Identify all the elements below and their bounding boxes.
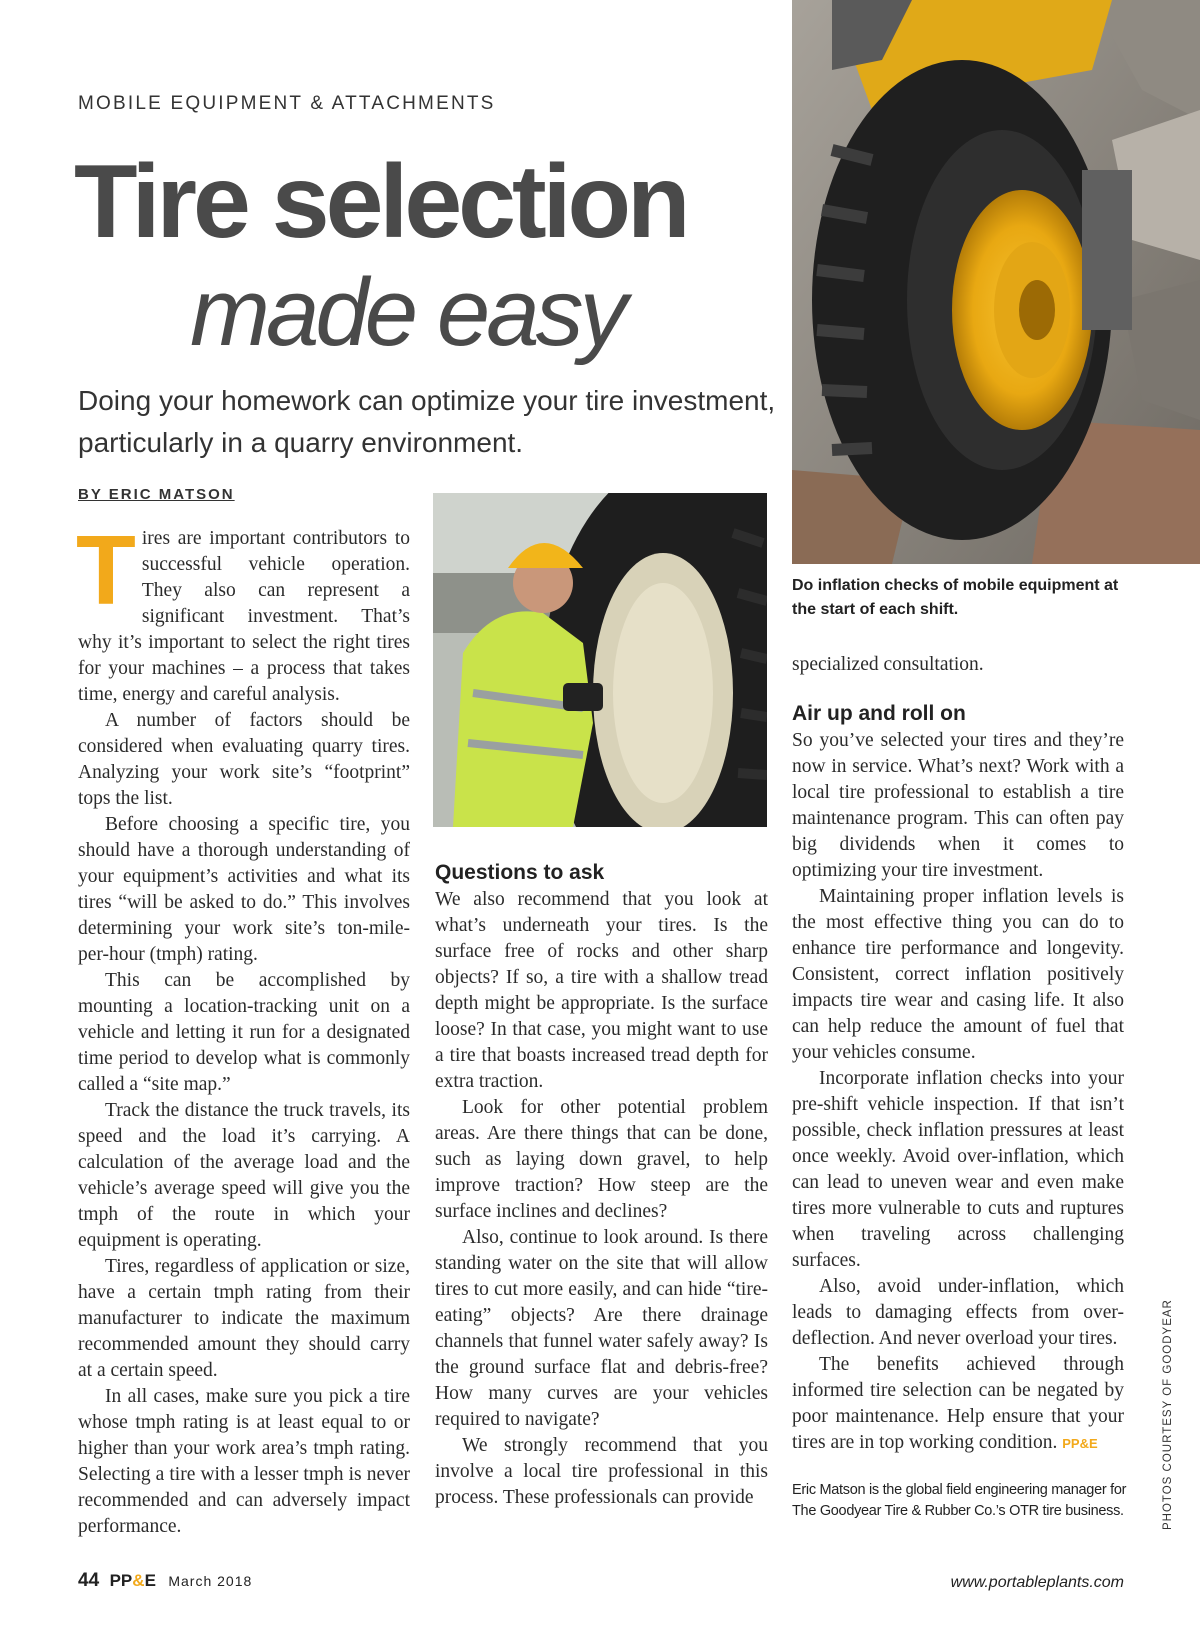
paragraph: ires are important contributors to successful vehicle operation. They also can represent a significant investment. That’s why it’s important to select the right tires for your machines – a process that takes time, energy and careful analysis. bbox=[78, 528, 410, 705]
byline: BY ERIC MATSON bbox=[78, 486, 235, 503]
article-column-3 bbox=[792, 652, 1124, 1457]
magazine-logo-e: E bbox=[144, 1571, 156, 1590]
paragraph bbox=[792, 1352, 1124, 1457]
subheading-air-up: Air up and roll on bbox=[792, 702, 966, 725]
paragraph-text: The benefits achieved through informed tire selection can be negated by poor maintenance. Help ensure that your tires are in top working condition. bbox=[792, 1354, 1124, 1453]
author-bio: Eric Matson is the global field engineering manager for The Goodyear Tire & Rubber Co.’s OTR tire business. bbox=[792, 1482, 1127, 1519]
subheading-questions: Questions to ask bbox=[435, 861, 605, 884]
section-label: MOBILE EQUIPMENT & ATTACHMENTS bbox=[78, 93, 496, 114]
loader-tire-illustration bbox=[792, 0, 1200, 564]
paragraph: Incorporate inflation checks into your pre-shift vehicle inspection. If that isn’t possible, check inflation pressures at least once weekly. Avoid over-inflation, which can lead to uneven wear and even make tires more vulnerable to cuts and ruptures when traveling across challenging surfaces. bbox=[792, 1068, 1124, 1271]
paragraph: Also, continue to look around. Is there standing water on the site that will allow tires to cut more easily, and can hide “tire-eating” objects? Are there drainage channels that funnel water safely away? Is the ground surface flat and debris-free? How many curves are your vehicles required to navigate? bbox=[435, 1227, 768, 1430]
photo-caption: Do inflation checks of mobile equipment at the start of each shift. bbox=[792, 577, 1119, 618]
issue-date: March 2018 bbox=[168, 1573, 253, 1589]
paragraph: Before choosing a specific tire, you should have a thorough understanding of your equipment’s activities and what its tires “will be asked to do.” This involves determining your work site’s ton-mile-per-hour (tmph) rating. bbox=[78, 814, 410, 965]
article-column-2 bbox=[435, 859, 768, 1511]
end-mark: PP&E bbox=[1062, 1436, 1098, 1451]
paragraph: Look for other potential problem areas. Are there things that can be done, such as laying down gravel, to help improve traction? How steep are the surface inclines and declines? bbox=[435, 1097, 768, 1222]
paragraph: Tires, regardless of application or size, have a certain tmph rating from their manufacturer to indicate the maximum recommended amount they should carry at a certain speed. bbox=[78, 1256, 410, 1381]
magazine-logo-amp: & bbox=[132, 1571, 145, 1590]
paragraph: This can be accomplished by mounting a location-tracking unit on a vehicle and letting it run for a designated time period to develop what is commonly called a “site map.” bbox=[78, 970, 410, 1095]
deck-subtitle: Doing your homework can optimize your tire investment, particularly in a quarry environment. bbox=[78, 385, 776, 458]
page-number: 44 bbox=[78, 1570, 100, 1591]
continuation-text: specialized consultation. bbox=[792, 654, 984, 675]
paragraph: So you’ve selected your tires and they’re now in service. What’s next? Work with a local tire professional to establish a tire maintenance program. This can often pay big dividends when it comes to optimizing your tire investment. bbox=[792, 730, 1124, 881]
paragraph: In all cases, make sure you pick a tire whose tmph rating is at least equal to or higher than your work area’s tmph rating. Selecting a tire with a lesser tmph is never recommended and can adversely impact performance. bbox=[78, 1386, 410, 1537]
paragraph: Maintaining proper inflation levels is the most effective thing you can do to enhance tire performance and longevity. Consistent, correct inflation positively impacts tire wear and casing life. It also can help reduce the amount of fuel that your vehicles consume. bbox=[792, 886, 1124, 1063]
paragraph: We strongly recommend that you involve a local tire professional in this process. These professionals can provide bbox=[435, 1435, 768, 1508]
paragraph: A number of factors should be considered when evaluating quarry tires. Analyzing your work site’s “footprint” tops the list. bbox=[78, 710, 410, 809]
magazine-logo-pp: PP bbox=[109, 1571, 133, 1590]
loader-tire-photo bbox=[792, 0, 1200, 564]
paragraph: We also recommend that you look at what’s underneath your tires. Is the surface free of rocks and other sharp objects? If so, a tire with a shallow tread depth might be appropriate. Is the surface loose? In that case, you might want to use a tire that boasts increased tread depth for extra traction. bbox=[435, 889, 768, 1092]
magazine-logo bbox=[110, 1573, 156, 1590]
paragraph: Track the distance the truck travels, its speed and the load it’s carrying. A calculation of the average load and the vehicle’s average speed will give you the tmph of the route in which your equipment is operating. bbox=[78, 1100, 410, 1251]
worker-illustration bbox=[433, 493, 767, 827]
inflation-check-photo bbox=[433, 493, 767, 827]
article-column-1 bbox=[76, 515, 410, 1540]
footer-url[interactable]: www.portableplants.com bbox=[950, 1574, 1124, 1591]
headline-line-2: made easy bbox=[190, 259, 624, 366]
headline-line-1: Tire selection bbox=[74, 144, 687, 260]
footer-folio bbox=[78, 1570, 252, 1592]
paragraph: Also, avoid under-inflation, which leads to damaging effects from over-deflection. And never overload your tires. bbox=[792, 1276, 1124, 1349]
drop-cap: T bbox=[76, 515, 136, 625]
photo-credit: PHOTOS COURTESY OF GOODYEAR bbox=[1162, 1299, 1174, 1530]
